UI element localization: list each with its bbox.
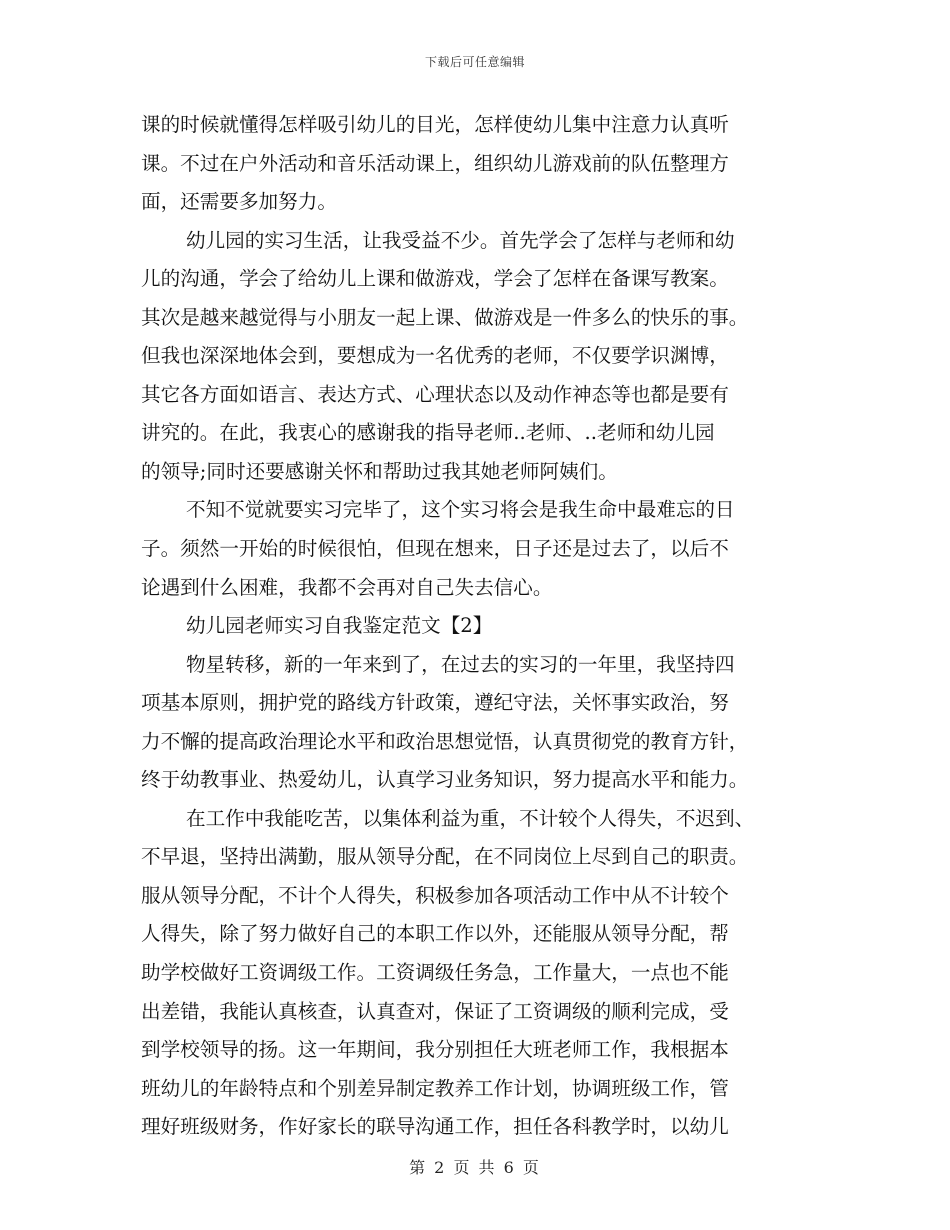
text-line: 理好班级财务，作好家长的联导沟通工作，担任各科教学时，以幼儿 [141,1115,729,1139]
document-body [141,106,811,1147]
text-line: 论遇到什么困难，我都不会再对自己失去信心。 [141,575,553,599]
text-line: 面，还需要多加努力。 [141,190,337,214]
text-line: 儿的沟通，学会了给幼儿上课和做游戏，学会了怎样在备课写教案。 [141,267,729,291]
page-footer: 第 2 页 共 6 页 [409,1158,541,1177]
text-line: 但我也深深地体会到，要想成为一名优秀的老师，不仅要学识渊博， [141,344,729,368]
text-line: 不知不觉就要实习完毕了，这个实习将会是我生命中最难忘的日 [186,498,735,522]
text-line: 课。不过在户外活动和音乐活动课上，组织幼儿游戏前的队伍整理方 [141,151,729,175]
text-line: 班幼儿的年龄特点和个别差异制定教养工作计划，协调班级工作，管 [141,1076,729,1100]
text-line: 服从领导分配，不计个人得失，积极参加各项活动工作中从不计较个 [141,883,729,907]
text-line: 幼儿园老师实习自我鉴定范文【2】 [186,614,493,638]
text-line: 子。须然一开始的时候很怕，但现在想来，日子还是过去了，以后不 [141,537,729,561]
text-line: 力不懈的提高政治理论水平和政治思想觉悟，认真贯彻党的教育方针， [141,729,749,753]
text-line: 人得失，除了努力做好自己的本职工作以外，还能服从领导分配，帮 [141,922,729,946]
text-line: 的领导;同时还要感谢关怀和帮助过我其她老师阿姨们。 [141,459,618,483]
text-line: 不早退，坚持出满勤，服从领导分配，在不同岗位上尽到自己的职责。 [141,845,749,869]
text-line: 出差错，我能认真核查，认真查对，保证了工资调级的顺利完成，受 [141,999,729,1023]
text-line: 其它各方面如语言、表达方式、心理状态以及动作神态等也都是要有 [141,382,729,406]
text-line: 课的时候就懂得怎样吸引幼儿的目光，怎样使幼儿集中注意力认真听 [141,113,729,136]
text-line: 其次是越来越觉得与小朋友一起上课、做游戏是一件多么的快乐的事。 [141,305,749,329]
page-header: 下载后可任意编辑 [424,55,525,69]
text-line: 助学校做好工资调级工作。工资调级任务急，工作量大，一点也不能 [141,961,729,985]
text-line: 物星转移，新的一年来到了，在过去的实习的一年里，我坚持四 [186,652,735,676]
text-line: 项基本原则，拥护党的路线方针政策，遵纪守法，关怀事实政治，努 [141,691,729,715]
text-line: 终于幼教事业、热爱幼儿，认真学习业务知识，努力提高水平和能力。 [141,768,749,792]
text-line: 在工作中我能吃苦，以集体利益为重，不计较个人得失，不迟到、 [186,806,755,830]
text-line: 讲究的。在此，我衷心的感谢我的指导老师..老师、..老师和幼儿园 [141,421,715,445]
text-line: 幼儿园的实习生活，让我受益不少。首先学会了怎样与老师和幼 [186,228,735,252]
text-line: 到学校领导的扬。这一年期间，我分别担任大班老师工作，我根据本 [141,1038,729,1062]
